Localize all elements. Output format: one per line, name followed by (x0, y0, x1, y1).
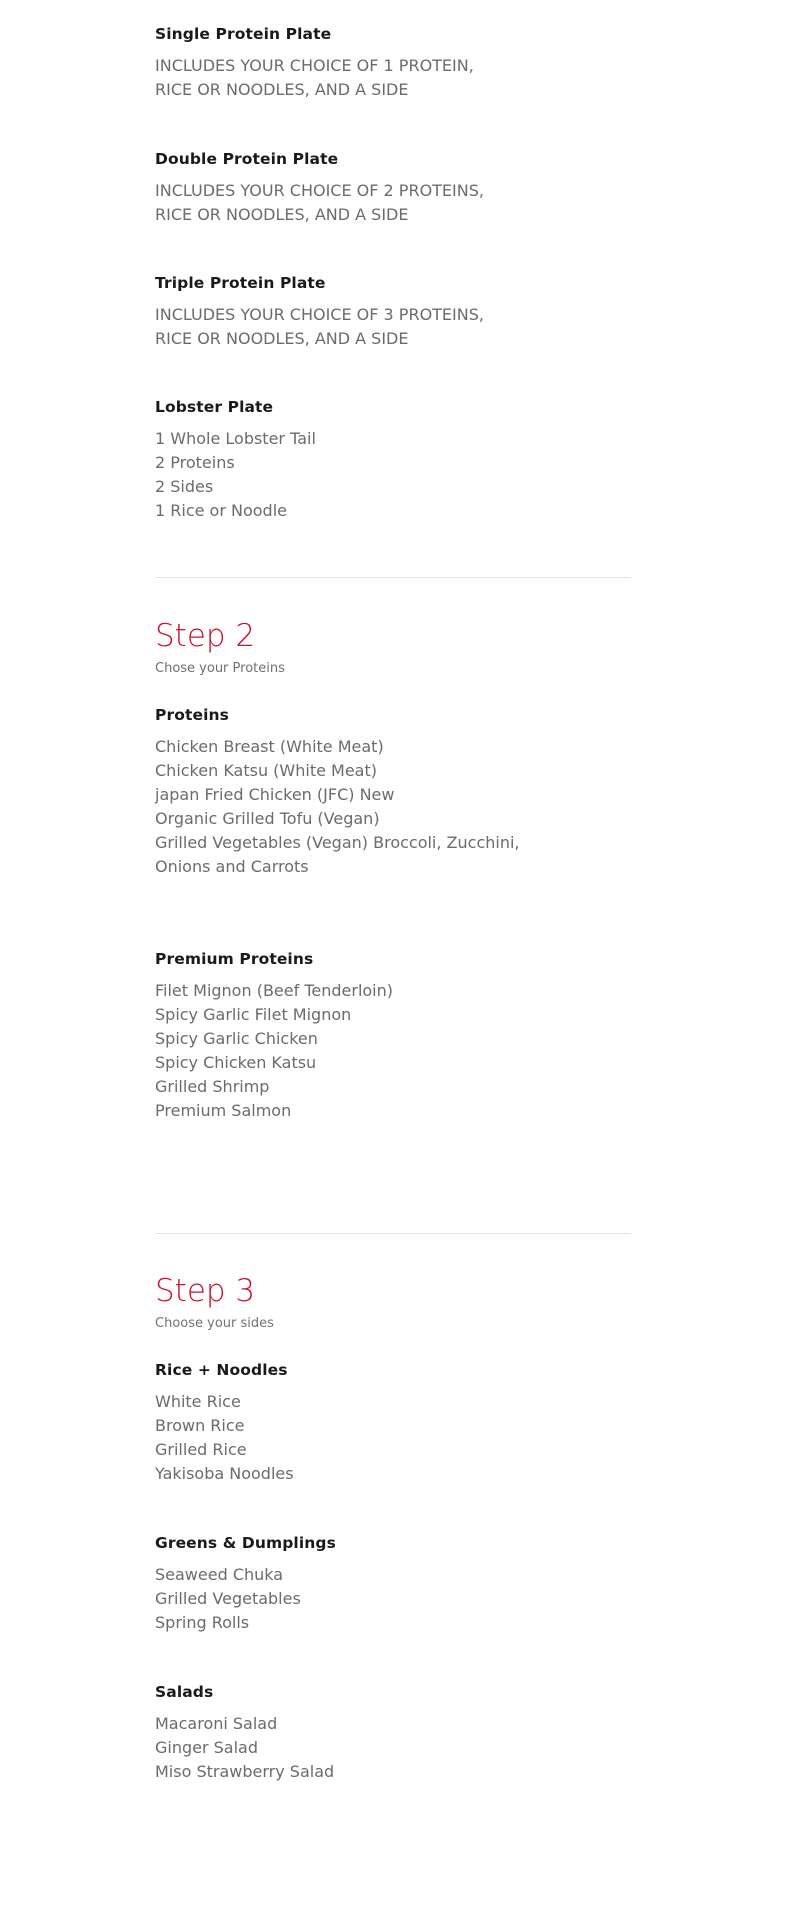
plate-description (155, 179, 631, 227)
menu-item: Onions and Carrots (155, 857, 309, 876)
menu-item: Ginger Salad (155, 1738, 259, 1757)
section-divider (155, 577, 631, 578)
menu-item: Chicken Breast (White Meat) (155, 737, 384, 756)
plate-double (155, 149, 631, 227)
menu-item: Grilled Vegetables (Vegan) Broccoli, Zucchini, (155, 833, 520, 852)
plate-description (155, 54, 631, 102)
group-items (155, 1390, 631, 1486)
menu-item: Premium Salmon (155, 1101, 292, 1120)
plate-single (155, 24, 631, 102)
menu-item: japan Fried Chicken (JFC) New (155, 785, 395, 804)
plate-description (155, 427, 631, 523)
group-title: Rice + Noodles (155, 1361, 288, 1379)
plate-title: Double Protein Plate (155, 150, 339, 168)
plate-lobster (155, 397, 631, 523)
salads-group (155, 1682, 631, 1784)
menu-item: Filet Mignon (Beef Tenderloin) (155, 981, 393, 1000)
menu-item: Seaweed Chuka (155, 1565, 284, 1584)
group-items (155, 1712, 631, 1784)
menu-item: Grilled Rice (155, 1440, 247, 1459)
menu-item: Brown Rice (155, 1416, 245, 1435)
menu-item: Spicy Garlic Filet Mignon (155, 1005, 352, 1024)
greens-dumplings-group (155, 1533, 631, 1635)
step-heading: Step 3 (155, 1273, 256, 1309)
plate-title: Single Protein Plate (155, 25, 332, 43)
menu-item: Yakisoba Noodles (155, 1464, 294, 1483)
plate-line: INCLUDES YOUR CHOICE OF 2 PROTEINS, (155, 181, 484, 200)
group-title: Greens & Dumplings (155, 1534, 336, 1552)
menu-item: Macaroni Salad (155, 1714, 278, 1733)
plate-line: INCLUDES YOUR CHOICE OF 3 PROTEINS, (155, 305, 484, 324)
step-subtitle: Choose your sides (155, 1316, 274, 1331)
menu-item: Spring Rolls (155, 1613, 250, 1632)
plate-line: INCLUDES YOUR CHOICE OF 1 PROTEIN, (155, 56, 474, 75)
menu-item: Spicy Garlic Chicken (155, 1029, 318, 1048)
group-title: Salads (155, 1683, 214, 1701)
menu-item: Miso Strawberry Salad (155, 1762, 335, 1781)
menu-item: Spicy Chicken Katsu (155, 1053, 317, 1072)
plate-line: 2 Sides (155, 477, 214, 496)
menu-item: Organic Grilled Tofu (Vegan) (155, 809, 380, 828)
plate-line: 1 Whole Lobster Tail (155, 429, 316, 448)
group-title: Premium Proteins (155, 950, 314, 968)
menu-item: Grilled Shrimp (155, 1077, 270, 1096)
rice-noodles-group (155, 1360, 631, 1486)
menu-item: White Rice (155, 1392, 241, 1411)
plate-title: Triple Protein Plate (155, 274, 326, 292)
step-subtitle: Chose your Proteins (155, 661, 285, 676)
plate-line: RICE OR NOODLES, AND A SIDE (155, 80, 409, 99)
plate-description (155, 303, 631, 351)
menu-item: Chicken Katsu (White Meat) (155, 761, 377, 780)
plate-line: RICE OR NOODLES, AND A SIDE (155, 205, 409, 224)
group-title: Proteins (155, 706, 229, 724)
plate-title: Lobster Plate (155, 398, 274, 416)
group-items (155, 979, 631, 1123)
step-3-header (155, 1273, 631, 1333)
plate-triple (155, 273, 631, 351)
section-divider (155, 1233, 631, 1234)
step-2-header (155, 618, 631, 678)
premium-protein-group (155, 949, 631, 1123)
group-items (155, 735, 631, 879)
menu-item: Grilled Vegetables (155, 1589, 301, 1608)
step-heading: Step 2 (155, 618, 256, 654)
plate-line: 1 Rice or Noodle (155, 501, 287, 520)
protein-group (155, 705, 631, 879)
plate-line: RICE OR NOODLES, AND A SIDE (155, 329, 409, 348)
plate-line: 2 Proteins (155, 453, 235, 472)
group-items (155, 1563, 631, 1635)
